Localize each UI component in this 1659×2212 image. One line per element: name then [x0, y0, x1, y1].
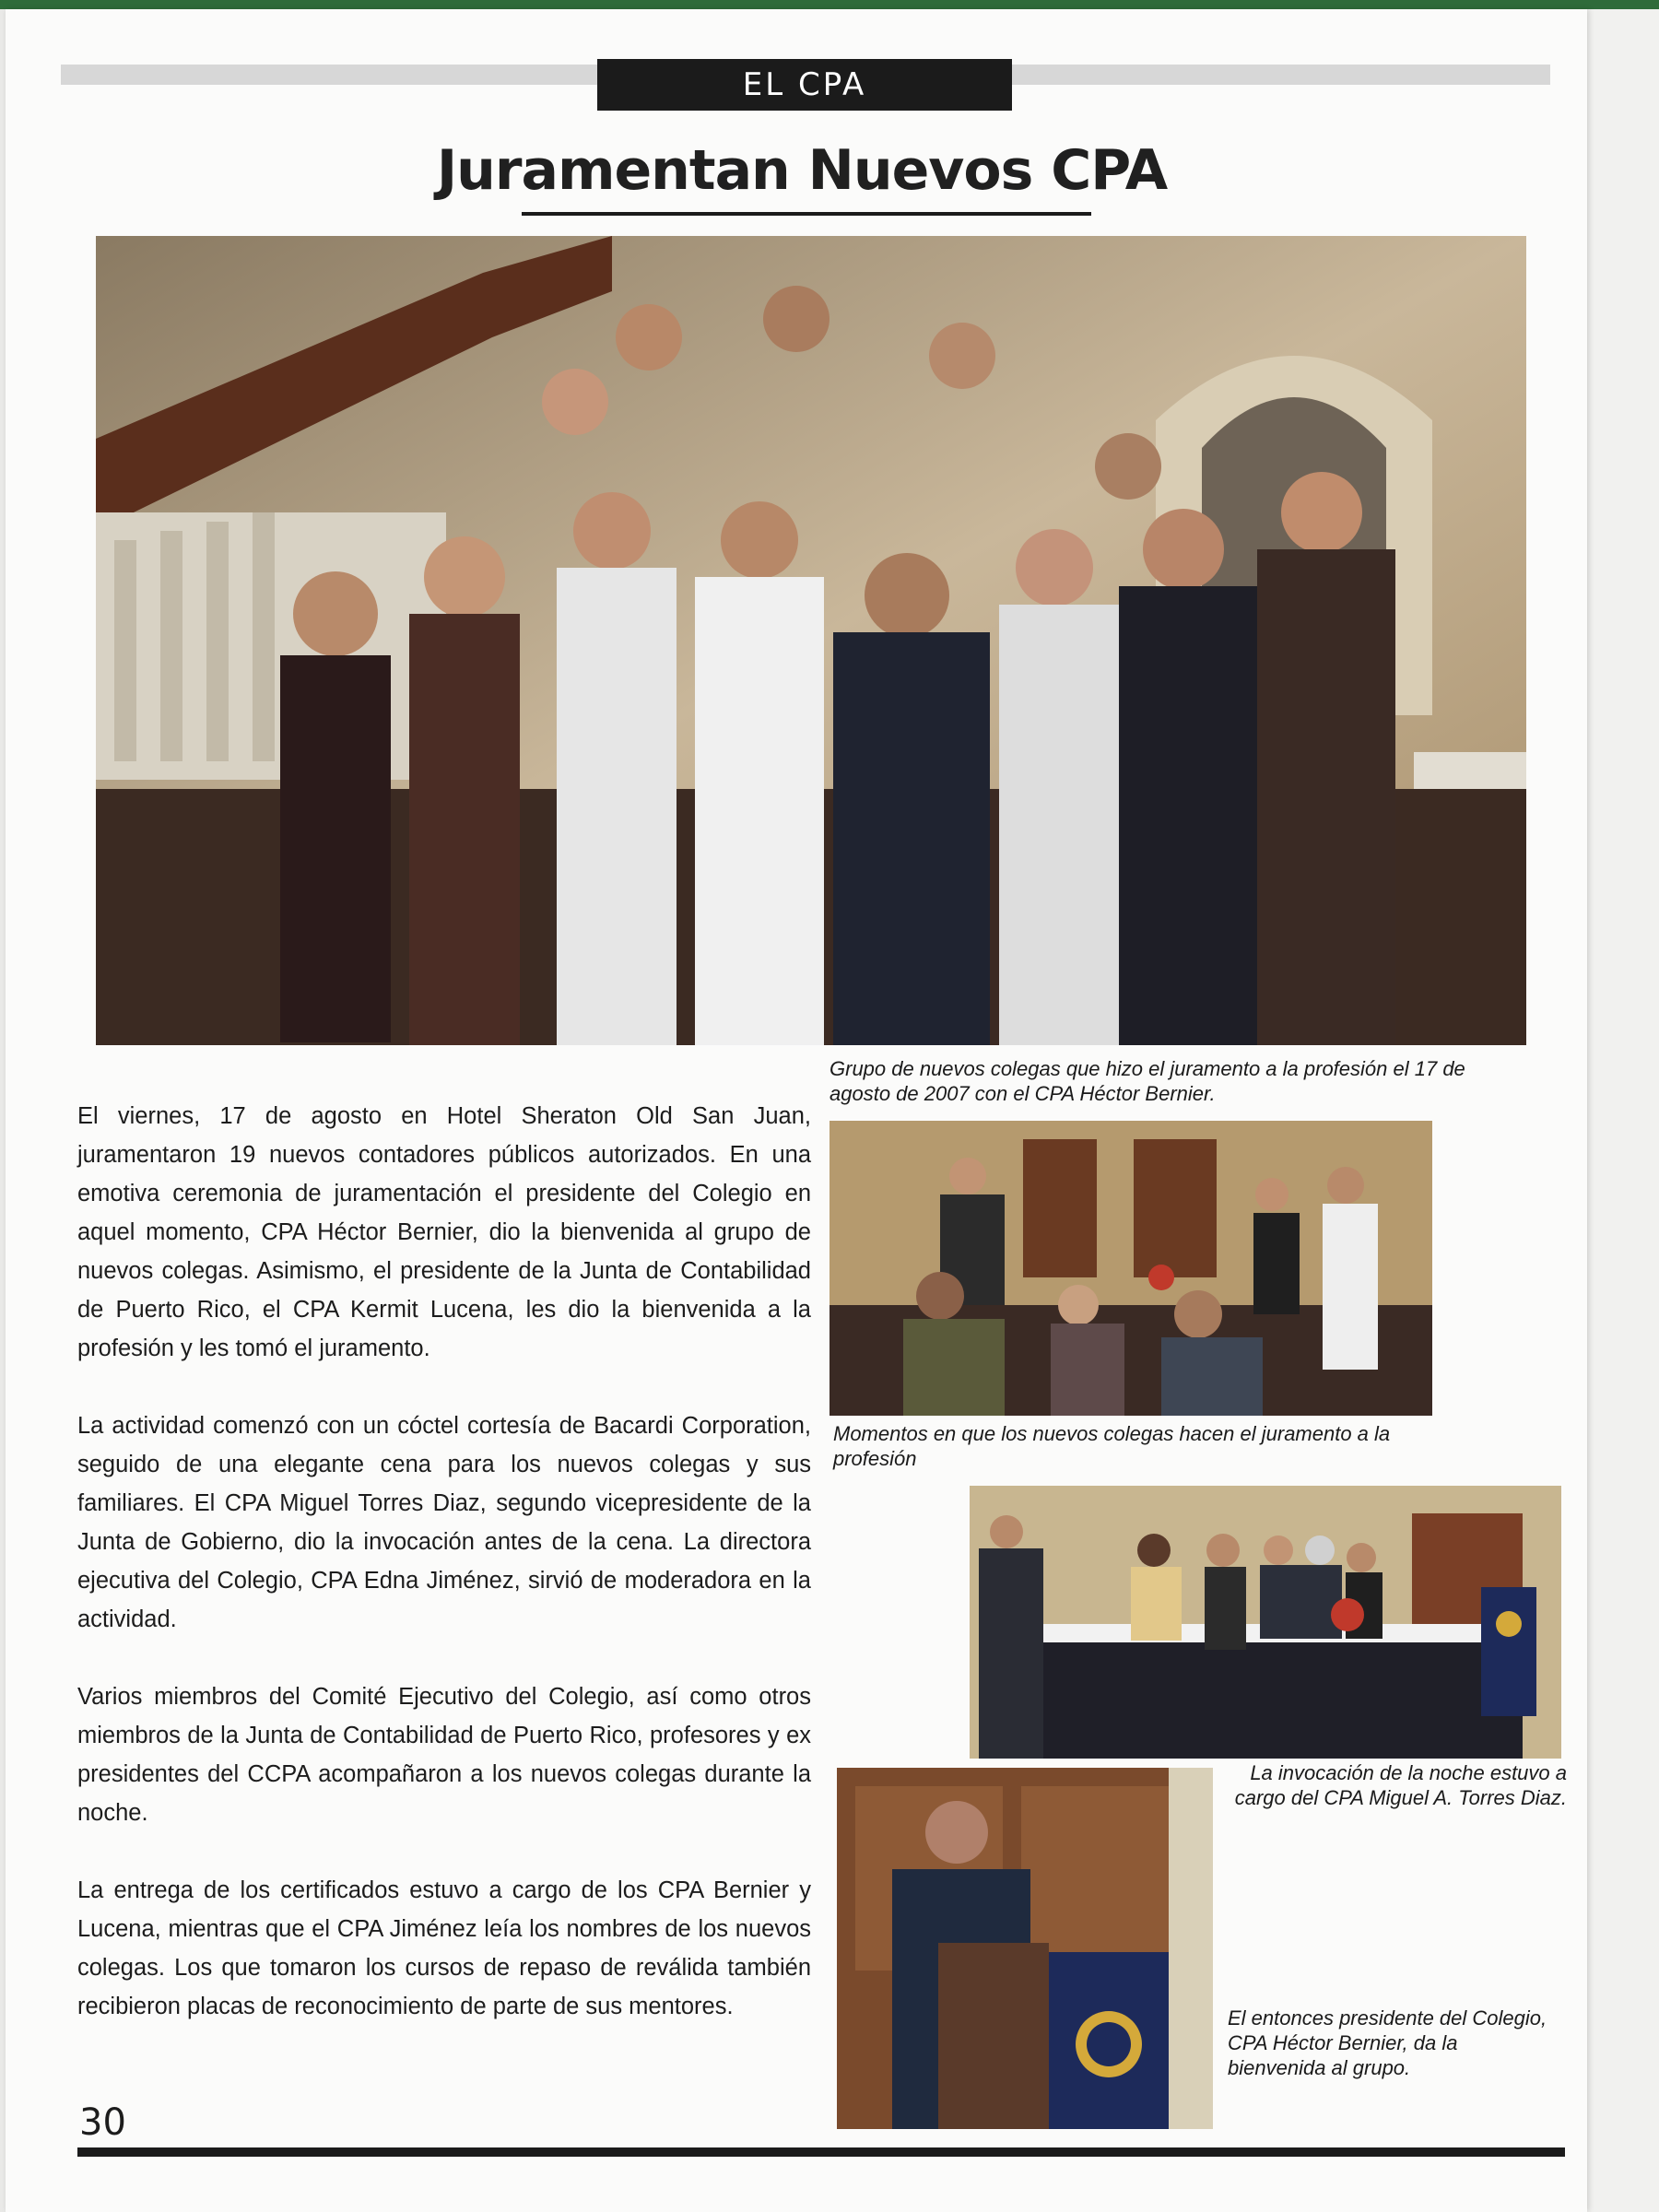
article-body	[77, 1097, 811, 2065]
article-paragraph: El viernes, 17 de agosto en Hotel Sheraton Old San Juan, juramentaron 19 nuevos contadores públicos autorizados. En una emotiva ceremonia de juramentación el presidente del Colegio en aquel momento, CPA Héctor Bernier, dio la bienvenida al grupo de nuevos colegas. Asimismo, el presidente de la Junta de Contabilidad de Puerto Rico, el CPA Kermit Lucena, les dio la bienvenida a la profesión y les tomó el juramento.	[77, 1103, 811, 1361]
footer-rule	[77, 2147, 1565, 2157]
host-photo	[837, 1768, 1213, 2129]
host-photo-caption: El entonces presidente del Colegio, CPA Héctor Bernier, da la bienvenida al grupo.	[1228, 2006, 1547, 2079]
article-title: Juramentan Nuevos CPA	[436, 138, 1168, 203]
invocation-photo	[970, 1486, 1561, 1759]
oath-photo	[830, 1121, 1432, 1416]
title-underline	[522, 212, 1091, 216]
invocation-photo-caption: La invocación de la noche estuvo a cargo del CPA Miguel A. Torres Diaz.	[1234, 1761, 1567, 1809]
article-paragraph: La actividad comenzó con un cóctel cortesía de Bacardi Corporation, seguido de una elegante cena para los nuevos colegas y sus familiares. El CPA Miguel Torres Diaz, segundo vicepresidente de la Junta de Gobierno, dio la invocación antes de la cena. La directora ejecutiva del Colegio, CPA Edna Jiménez, sirvió de moderadora en la actividad.	[77, 1413, 811, 1632]
group-photo-caption: Grupo de nuevos colegas que hizo el juramento a la profesión el 17 de agosto de 2007 con el CPA Héctor Bernier.	[830, 1057, 1465, 1105]
group-photo	[96, 236, 1526, 1045]
scan-edge	[0, 0, 1659, 9]
page-number: 30	[79, 2101, 126, 2144]
article-paragraph: La entrega de los certificados estuvo a cargo de los CPA Bernier y Lucena, mientras que el CPA Jiménez leía los nombres de los nuevos colegas. Los que tomaron los cursos de repaso de reválida también recibieron placas de reconocimiento de parte de sus mentores.	[77, 1877, 811, 2019]
section-label: EL CPA	[597, 59, 1012, 111]
page-edge	[1587, 9, 1659, 2212]
oath-photo-caption: Momentos en que los nuevos colegas hacen el juramento a la profesión	[833, 1422, 1391, 1470]
article-paragraph: Varios miembros del Comité Ejecutivo del Colegio, así como otros miembros de la Junta de Contabilidad de Puerto Rico, profesores y ex presidentes del CCPA acompañaron a los nuevos colegas durante la noche.	[77, 1684, 811, 1826]
